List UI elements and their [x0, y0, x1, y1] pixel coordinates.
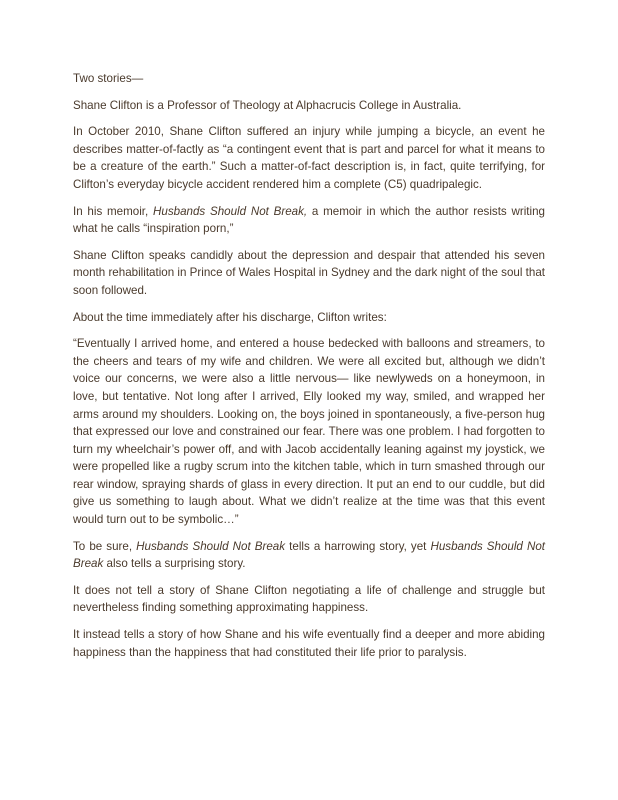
paragraph-not-tell: It does not tell a story of Shane Clifton negotiating a life of challenge and struggle but nevertheless finding something approximating happiness. [73, 583, 545, 615]
harrowing-text-after: also tells a surprising story. [103, 557, 246, 571]
section-heading: Two stories— [73, 72, 144, 85]
paragraph-instead: It instead tells a story of how Shane and his wife eventually find a deeper and more abiding happiness than the happiness that had constituted their life prior to paralysis. [73, 628, 545, 659]
book-title: Husbands Should Not Break, [153, 204, 308, 218]
paragraph-discharge: About the time immediately after his discharge, Clifton writes: [73, 310, 387, 324]
paragraph-injury: In October 2010, Shane Clifton suffered an injury while jumping a bicycle, an event he describes matter-of-factly as “a contingent event that is part and parcel for what it means to be a creature of the earth.” Such a matter-of-fact description is, in fact, quite terrifying, for Clifton’s everyday bicycle accident rendered him a complete (C5) quadripalegic. [73, 125, 545, 191]
paragraph-intro: Shane Clifton is a Professor of Theology at Alphacrucis College in Australia. [73, 98, 462, 112]
document-body [73, 70, 545, 670]
harrowing-text-middle: tells a harrowing story, yet [285, 539, 431, 553]
block-quote: “Eventually I arrived home, and entered a house bedecked with balloons and streamers, to the cheers and tears of my wife and children. We were all excited but, although we didn’t voice our concerns, we were also a little nervous— like newlyweds on a honeymoon, in love, but tentative. Not long after I arrived, Elly looked my way, smiled, and wrapped her arms around my shoulders. Looking on, the boys joined in spontaneously, a five-person hug that expressed our love and constrained our fear. There was one problem. I had forgotten to turn my wheelchair’s power off, and with Jacob accidentally leaning against my joystick, we were propelled like a rugby scrum into the kitchen table, which in turn smashed through our rear window, spraying shards of glass in every direction. It put an end to our cuddle, but did give us something to laugh about. What we didn’t realize at the time was that this event would turn out to be symbolic…” [73, 337, 545, 527]
memoir-text-after: a memoir in which the author resists writing what he calls “inspiration porn,” [73, 204, 545, 236]
memoir-text-before: In his memoir, [73, 204, 153, 218]
book-title: Husbands Should Not Break [73, 539, 545, 571]
paragraph-rehabilitation: Shane Clifton speaks candidly about the depression and despair that attended his seven month rehabilitation in Prince of Wales Hospital in Sydney and the dark night of the soul that soon followed. [73, 248, 545, 297]
paragraph-memoir [73, 203, 545, 238]
paragraph-harrowing [73, 538, 545, 573]
book-title: Husbands Should Not Break [136, 539, 286, 553]
harrowing-text-before: To be sure, [73, 539, 137, 553]
